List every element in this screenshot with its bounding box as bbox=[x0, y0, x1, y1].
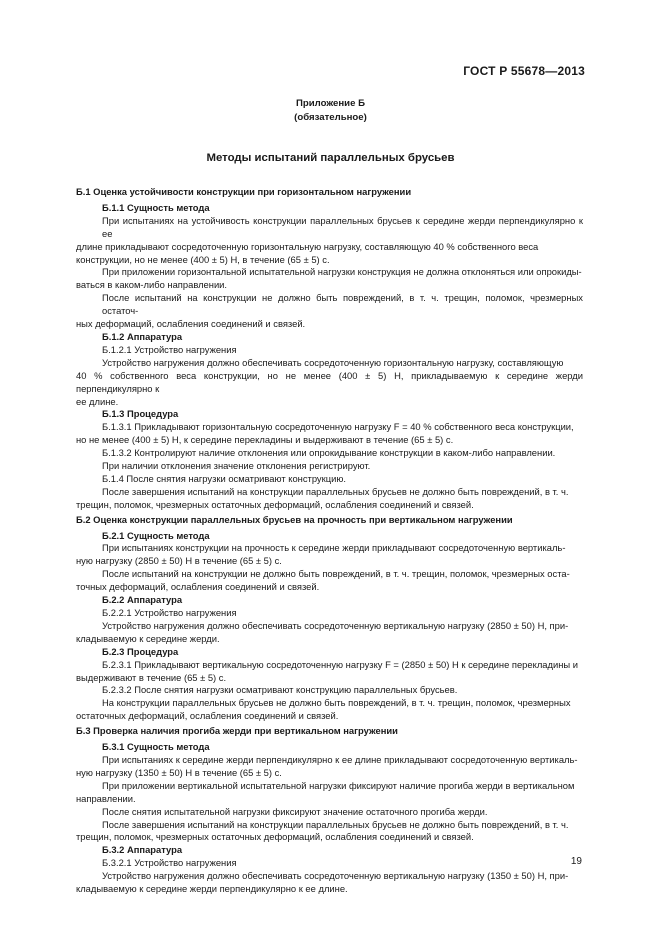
subsection-heading: Б.1.1 Сущность метода bbox=[102, 201, 210, 213]
paragraph-line: Устройство нагружения должно обеспечивать сосредоточенную вертикальную нагрузку (1350 ± 50) Н, при- bbox=[102, 870, 569, 882]
appendix-label: Приложение Б bbox=[296, 98, 365, 109]
paragraph-line: конструкции, но не менее (400 ± 5) Н, в течение (65 ± 5) с. bbox=[76, 253, 330, 265]
section-heading: Б.2 Оценка конструкции параллельных брусьев на прочность при вертикальном нагружении bbox=[76, 513, 513, 525]
paragraph-line: После испытаний на конструкции не должно быть повреждений, в т. ч. трещин, поломок, чрезмерных оста- bbox=[102, 568, 570, 580]
paragraph-line: Устройство нагружения должно обеспечивать сосредоточенную горизонтальную нагрузку, составляющую bbox=[102, 356, 564, 368]
appendix-status: (обязательное) bbox=[294, 112, 367, 123]
paragraph-line: Б.2.3.2 После снятия нагрузки осматривают конструкцию параллельных брусьев. bbox=[102, 684, 458, 696]
paragraph-line: При наличии отклонения значение отклонения регистрируют. bbox=[102, 460, 371, 472]
paragraph-line: трещин, поломок, чрезмерных остаточных деформаций, ослабления соединений и связей. bbox=[76, 831, 474, 843]
paragraph-line: трещин, поломок, чрезмерных остаточных деформаций, ослабления соединений и связей. bbox=[76, 498, 474, 510]
paragraph-line: 40 % собственного веса конструкции, но не менее (400 ± 5) Н, прикладываемую к середине жерди перпендикулярно к bbox=[76, 369, 583, 394]
subsection-heading: Б.1.3 Процедура bbox=[102, 408, 179, 420]
subsection-heading: Б.2.3 Процедура bbox=[102, 645, 179, 657]
paragraph-line: направлении. bbox=[76, 792, 136, 804]
paragraph-line: После снятия испытательной нагрузки фиксируют значение остаточного прогиба жерди. bbox=[102, 805, 488, 817]
paragraph-line: Б.1.3.1 Прикладывают горизонтальную сосредоточенную нагрузку F = 40 % собственного веса конструкции, bbox=[102, 421, 574, 433]
subsection-heading: Б.2.1 Сущность метода bbox=[102, 529, 210, 541]
paragraph-line: Б.1.2.1 Устройство нагружения bbox=[102, 343, 237, 355]
paragraph-line: После испытаний на конструкции не должно быть повреждений, в т. ч. трещин, поломок, чрезмерных остаточ- bbox=[102, 292, 583, 317]
subsection-heading: Б.1.2 Аппаратура bbox=[102, 330, 183, 342]
paragraph-line: Б.1.4 После снятия нагрузки осматривают конструкцию. bbox=[102, 472, 346, 484]
paragraph-line: Б.3.2.1 Устройство нагружения bbox=[102, 857, 237, 869]
document-body bbox=[76, 184, 583, 896]
document-title: Методы испытаний параллельных брусьев bbox=[206, 152, 455, 164]
paragraph-line: кладываемую к середине жерди. bbox=[76, 632, 220, 644]
paragraph-line: На конструкции параллельных брусьев не должно быть повреждений, в т. ч. трещин, поломок, чрезмерных bbox=[102, 697, 571, 709]
subsection-heading: Б.2.2 Аппаратура bbox=[102, 594, 183, 606]
paragraph-line: ную нагрузку (2850 ± 50) Н в течение (65 ± 5) с. bbox=[76, 555, 282, 567]
paragraph-line: ную нагрузку (1350 ± 50) Н в течение (65 ± 5) с. bbox=[76, 766, 282, 778]
paragraph-line: При приложении горизонтальной испытательной нагрузки конструкция не должна отклоняться или опрокиды- bbox=[102, 266, 582, 278]
paragraph-line: ее длине. bbox=[76, 395, 119, 407]
paragraph-line: длине прикладывают сосредоточенную горизонтальную нагрузку, составляющую 40 % собственного веса bbox=[76, 240, 539, 252]
paragraph-line: При испытаниях на устойчивость конструкции параллельных брусьев к середине жерди перпендикулярно к ее bbox=[102, 214, 583, 239]
paragraph-line: точных деформаций, ослабления соединений и связей. bbox=[76, 581, 320, 593]
paragraph-line: При приложении вертикальной испытательной нагрузки фиксируют наличие прогиба жерди в вертикальном bbox=[102, 779, 575, 791]
paragraph-line: Б.2.3.1 Прикладывают вертикальную сосредоточенную нагрузку F = (2850 ± 50) Н к середине перекладины и bbox=[102, 658, 578, 670]
paragraph-line: кладываемую к середине жерди перпендикулярно к ее длине. bbox=[76, 883, 348, 895]
paragraph-line: Устройство нагружения должно обеспечивать сосредоточенную вертикальную нагрузку (2850 ± 50) Н, при- bbox=[102, 619, 569, 631]
paragraph-line: остаточных деформаций, ослабления соединений и связей. bbox=[76, 710, 339, 722]
page-number: 19 bbox=[570, 856, 582, 867]
paragraph-line: После завершения испытаний на конструкции параллельных брусьев не должно быть повреждений, в т. ч. bbox=[102, 818, 569, 830]
paragraph-line: При испытаниях к середине жерди перпендикулярно к ее длине прикладывают сосредоточенную вертикаль- bbox=[102, 753, 578, 765]
paragraph-line: выдерживают в течение (65 ± 5) с. bbox=[76, 671, 227, 683]
subsection-heading: Б.3.2 Аппаратура bbox=[102, 844, 183, 856]
appendix-heading bbox=[0, 97, 661, 125]
paragraph-line: но не менее (400 ± 5) Н, к середине перекладины и выдерживают в течение (65 ± 5) с. bbox=[76, 434, 454, 446]
section-heading: Б.3 Проверка наличия прогиба жерди при вертикальном нагружении bbox=[76, 725, 398, 737]
section-heading: Б.1 Оценка устойчивости конструкции при горизонтальном нагружении bbox=[76, 186, 412, 197]
paragraph-line: При испытаниях конструкции на прочность к середине жерди прикладывают сосредоточенную вертикаль- bbox=[102, 542, 566, 554]
subsection-heading: Б.3.1 Сущность метода bbox=[102, 741, 210, 753]
paragraph-line: ных деформаций, ослабления соединений и связей. bbox=[76, 318, 306, 330]
paragraph-line: Б.1.3.2 Контролируют наличие отклонения или опрокидывание конструкции в каком-либо направлении. bbox=[102, 447, 556, 459]
standard-code: ГОСТ Р 55678—2013 bbox=[463, 64, 585, 78]
paragraph-line: После завершения испытаний на конструкции параллельных брусьев не должно быть повреждений, в т. ч. bbox=[102, 485, 569, 497]
paragraph-line: Б.2.2.1 Устройство нагружения bbox=[102, 607, 237, 618]
paragraph-line: ваться в каком-либо направлении. bbox=[76, 279, 228, 291]
